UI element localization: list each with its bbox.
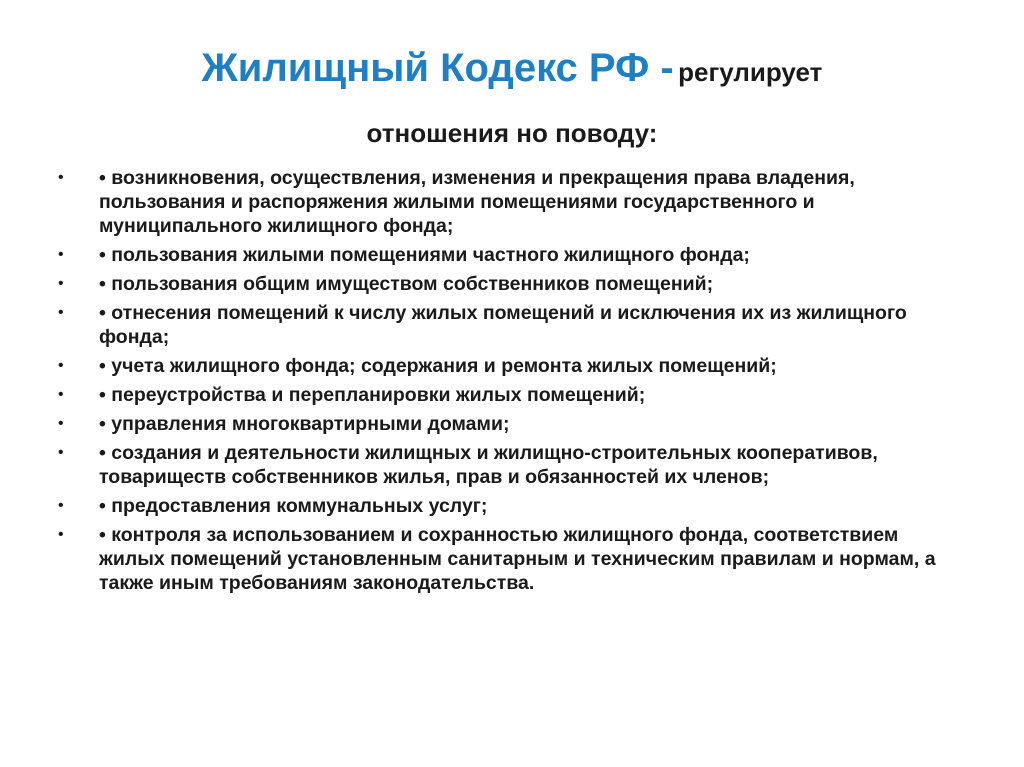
list-item bbox=[58, 354, 958, 378]
list-item bbox=[58, 412, 958, 436]
list-item-text: • управления многоквартирными домами; bbox=[99, 413, 510, 435]
bullet-icon: • bbox=[58, 386, 64, 403]
slide-title bbox=[60, 40, 964, 166]
list-item-text: • учета жилищного фонда; содержания и ремонта жилых помещений; bbox=[99, 355, 777, 377]
bullet-icon: • bbox=[58, 304, 64, 321]
bullet-icon: • bbox=[58, 444, 64, 461]
list-item-text: • пользования общим имуществом собственников помещений; bbox=[99, 273, 714, 295]
list-item bbox=[58, 494, 958, 518]
title-sub-inline: регулирует bbox=[678, 57, 823, 87]
list-item bbox=[58, 383, 958, 407]
bullet-icon: • bbox=[58, 169, 64, 186]
list-item bbox=[58, 243, 958, 267]
list-item-text: • создания и деятельности жилищных и жилищно-строительных кооперативов, товариществ собственников жилья, прав и обязанностей их членов; bbox=[99, 442, 878, 488]
list-item-text: • пользования жилыми помещениями частного жилищного фонда; bbox=[99, 244, 750, 266]
list-item bbox=[58, 441, 958, 489]
list-item-text: • отнесения помещений к числу жилых помещений и исключения их из жилищного фонда; bbox=[99, 302, 907, 348]
bullet-icon: • bbox=[58, 415, 64, 432]
list-item-text: • возникновения, осуществления, изменения и прекращения права владения, пользования и распоряжения жилыми помещениями государственного и муниципального жилищного фонда; bbox=[99, 167, 855, 237]
bullet-list bbox=[58, 166, 958, 600]
list-item bbox=[58, 523, 958, 595]
list-item bbox=[58, 301, 958, 349]
list-item bbox=[58, 166, 958, 238]
bullet-icon: • bbox=[58, 357, 64, 374]
list-item-text: • переустройства и перепланировки жилых помещений; bbox=[99, 384, 646, 406]
list-item bbox=[58, 272, 958, 296]
bullet-icon: • bbox=[58, 275, 64, 292]
list-item-text: • контроля за использованием и сохранностью жилищного фонда, соответствием жилых помещений установленным санитарным и техническим правилам и нормам, а также иным требованиям законодательства. bbox=[99, 524, 936, 594]
bullet-icon: • bbox=[58, 526, 64, 543]
title-sub-line2: отношения но поводу: bbox=[366, 118, 658, 148]
bullet-icon: • bbox=[58, 246, 64, 263]
bullet-icon: • bbox=[58, 497, 64, 514]
title-main: Жилищный Кодекс РФ - bbox=[201, 46, 674, 90]
list-item-text: • предоставления коммунальных услуг; bbox=[99, 495, 488, 517]
